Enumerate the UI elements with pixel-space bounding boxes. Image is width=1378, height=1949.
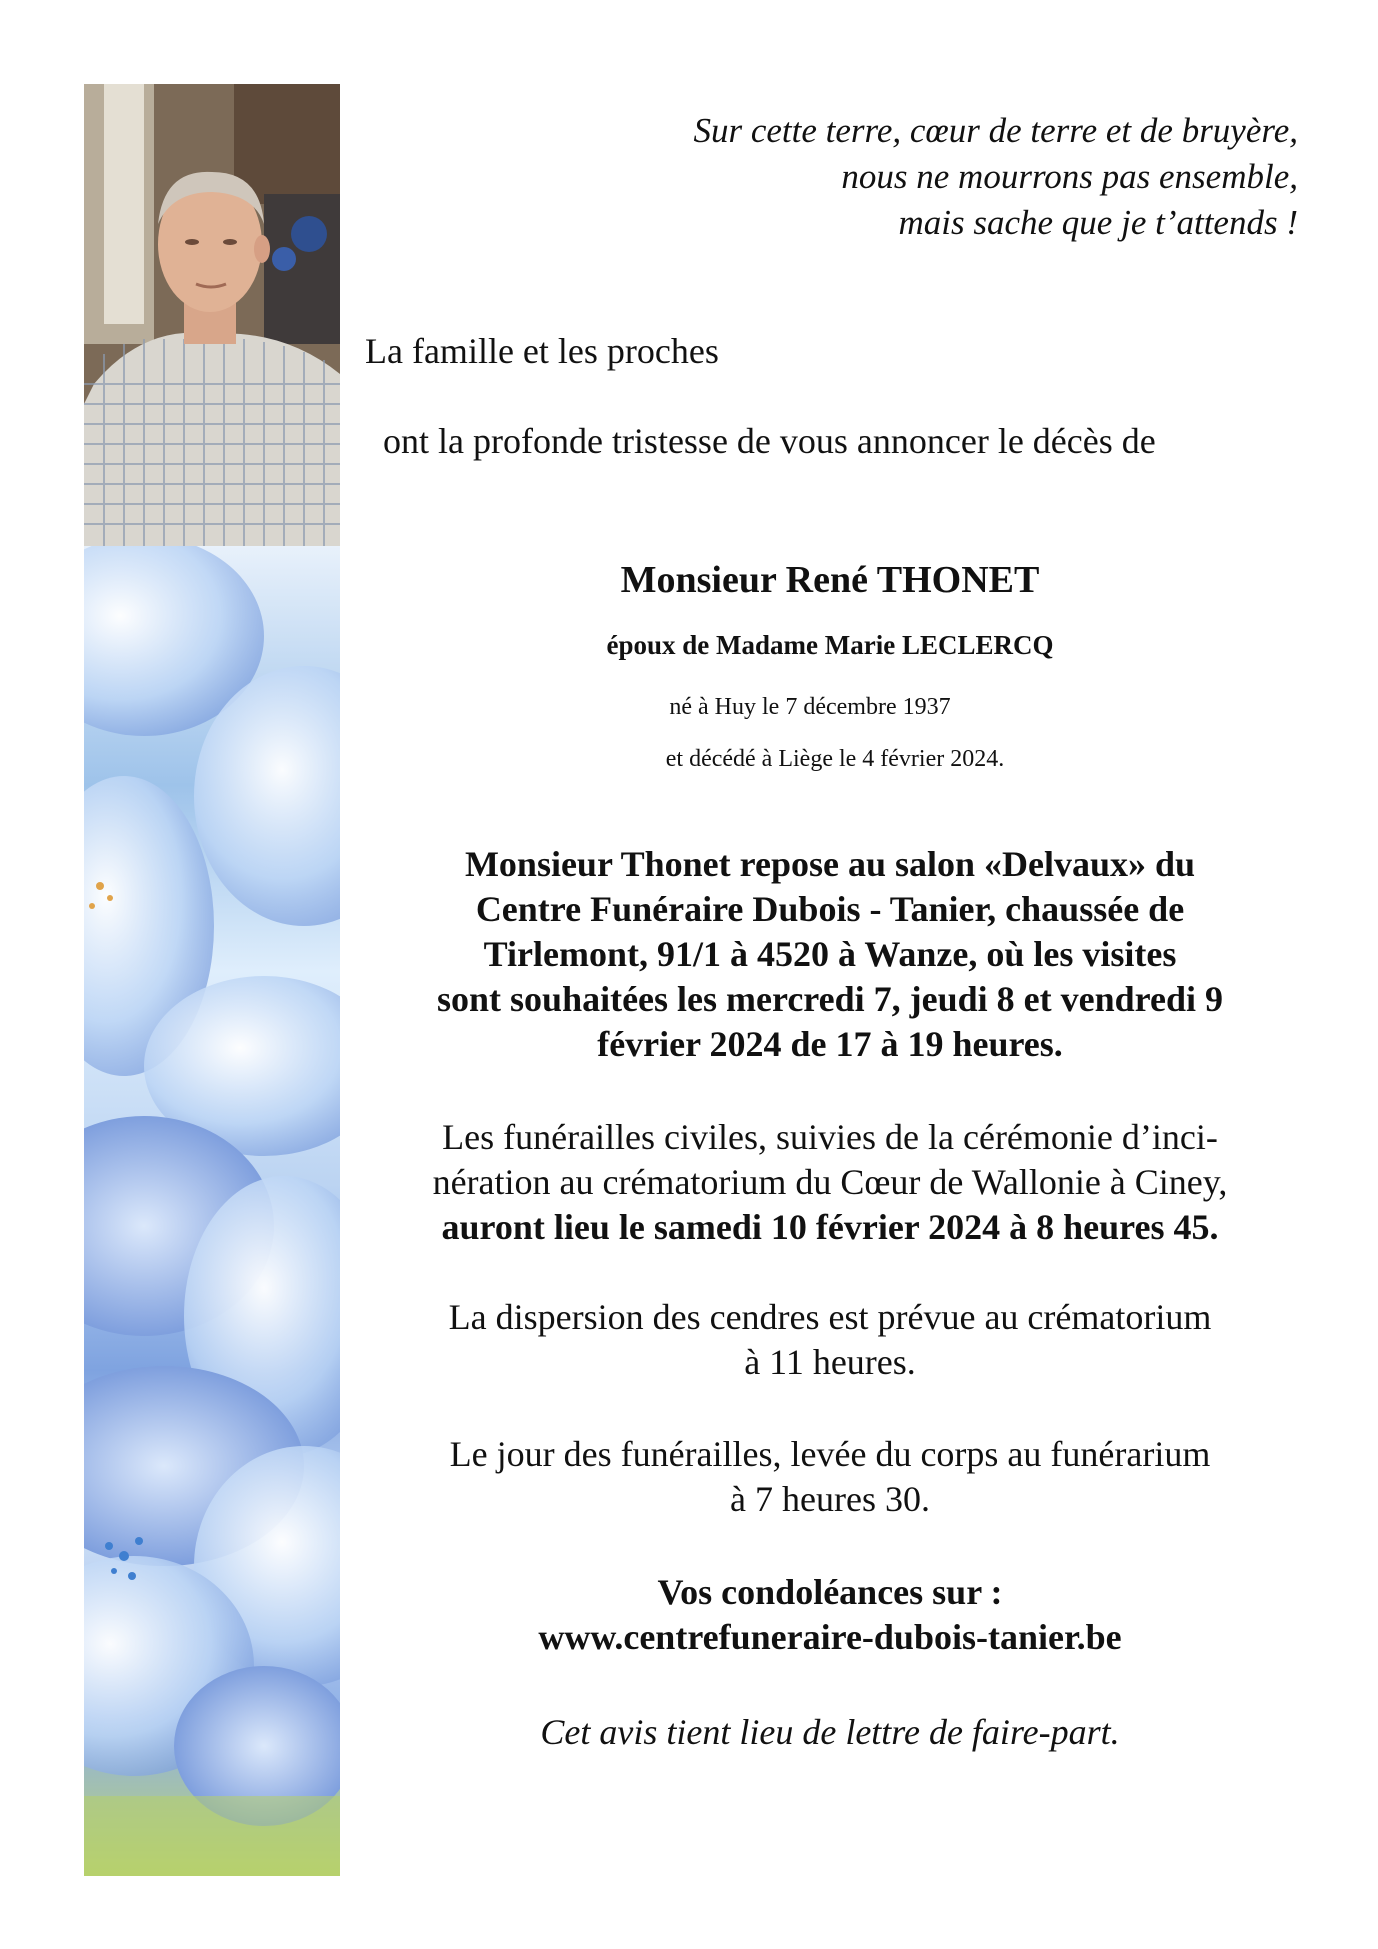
poem-line-1: Sur cette terre, cœur de terre et de bruyère, [693,111,1298,150]
spouse-line: époux de Madame Marie LECLERCQ [606,630,1054,660]
hydrangea-flowers-image [84,546,340,1876]
poem-line-3: mais sache que je t’attends ! [898,203,1298,242]
funeral-line-3: auront lieu le samedi 10 février 2024 à 8 heures 45. [441,1207,1219,1247]
portrait-photo [84,84,340,546]
condolences-label: Vos condoléances sur : [657,1572,1003,1612]
levee-line-1: Le jour des funérailles, levée du corps au funérarium [449,1434,1211,1474]
dispersion-line-2: à 11 heures. [744,1342,916,1382]
family-intro: La famille et les proches [365,331,719,371]
dispersion-line-1: La dispersion des cendres est prévue au crématorium [448,1297,1212,1337]
levee-line-2: à 7 heures 30. [730,1479,930,1519]
visitation-line-5: février 2024 de 17 à 19 heures. [597,1024,1063,1064]
sorrow-statement: ont la profonde tristesse de vous annoncer le décès de [383,421,1156,461]
death-line: et décédé à Liège le 4 février 2024. [665,746,1005,772]
visitation-line-2: Centre Funéraire Dubois - Tanier, chaussée de [475,889,1185,929]
side-image-strip [84,84,340,1876]
visitation-line-1: Monsieur Thonet repose au salon «Delvaux» du [464,844,1196,884]
visitation-line-3: Tirlemont, 91/1 à 4520 à Wanze, où les visites [483,934,1177,974]
funeral-line-2: nération au crématorium du Cœur de Wallonie à Ciney, [432,1162,1228,1202]
visitation-line-4: sont souhaitées les mercredi 7, jeudi 8 et vendredi 9 [437,979,1223,1019]
deceased-name: Monsieur René THONET [620,559,1040,601]
funeral-line-1: Les funérailles civiles, suivies de la cérémonie d’inci- [442,1117,1218,1157]
birth-line: né à Huy le 7 décembre 1937 [669,694,951,720]
poem-line-2: nous ne mourrons pas ensemble, [841,157,1298,196]
condolences-website-link[interactable]: www.centrefuneraire-dubois-tanier.be [538,1617,1122,1657]
footer-note: Cet avis tient lieu de lettre de faire-part. [540,1712,1120,1752]
